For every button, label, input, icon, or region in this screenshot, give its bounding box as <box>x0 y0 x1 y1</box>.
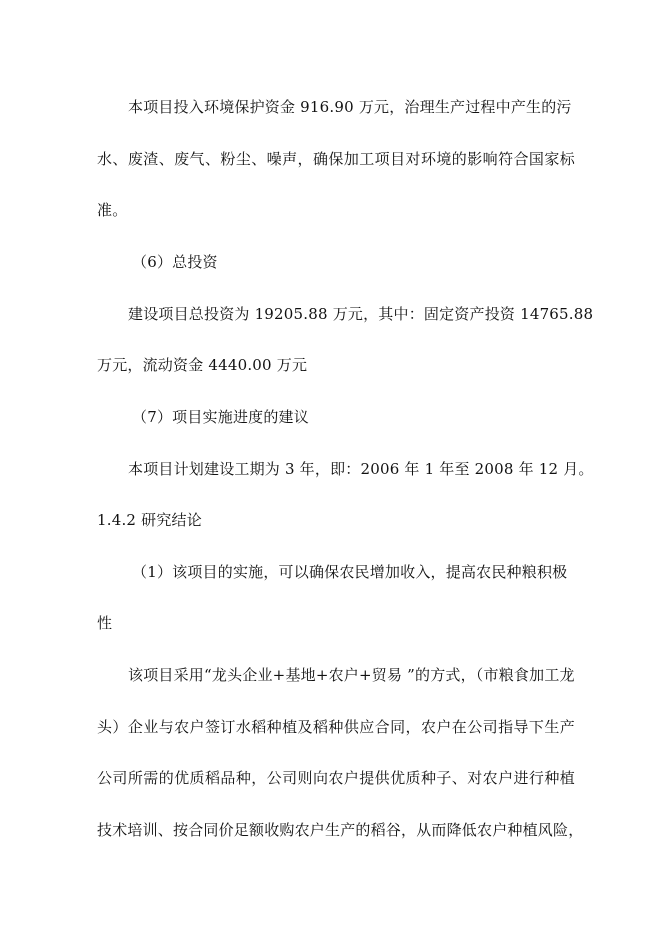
paragraph-line: 技术培训、按合同价足额收购农户生产的稻谷，从而降低农户种植风险， <box>97 821 584 839</box>
paragraph-line: 本项目计划建设工期为 3 年，即：2006 年 1 年至 2008 年 12 月。 <box>128 460 594 478</box>
paragraph-line: 本项目投入环境保护资金 916.90 万元，治理生产过程中产生的污 <box>128 98 572 116</box>
subheading-total-investment: （6）总投资 <box>132 253 218 271</box>
subheading-schedule: （7）项目实施进度的建议 <box>132 408 309 426</box>
conclusion-heading: 性 <box>97 614 113 632</box>
conclusion-heading: （1）该项目的实施，可以确保农民增加收入，提高农民种粮积极 <box>132 563 568 581</box>
paragraph-line: 万元，流动资金 4440.00 万元 <box>97 356 308 374</box>
paragraph-line: 建设项目总投资为 19205.88 万元，其中：固定资产投资 14765.88 <box>128 305 594 323</box>
section-heading-conclusion: 1.4.2 研究结论 <box>97 511 202 529</box>
paragraph-line: 水、废渣、废气、粉尘、噪声，确保加工项目对环境的影响符合国家标 <box>97 150 575 168</box>
paragraph-line: 头）企业与农户签订水稻种植及稻种供应合同，农户在公司指导下生产 <box>97 718 575 736</box>
paragraph-line: 准。 <box>97 201 128 219</box>
paragraph-line: 该项目采用“龙头企业+基地+农户+贸易 ”的方式，（市粮食加工龙 <box>128 666 575 684</box>
paragraph-line: 公司所需的优质稻品种，公司则向农户提供优质种子、对农户进行种植 <box>97 769 575 787</box>
